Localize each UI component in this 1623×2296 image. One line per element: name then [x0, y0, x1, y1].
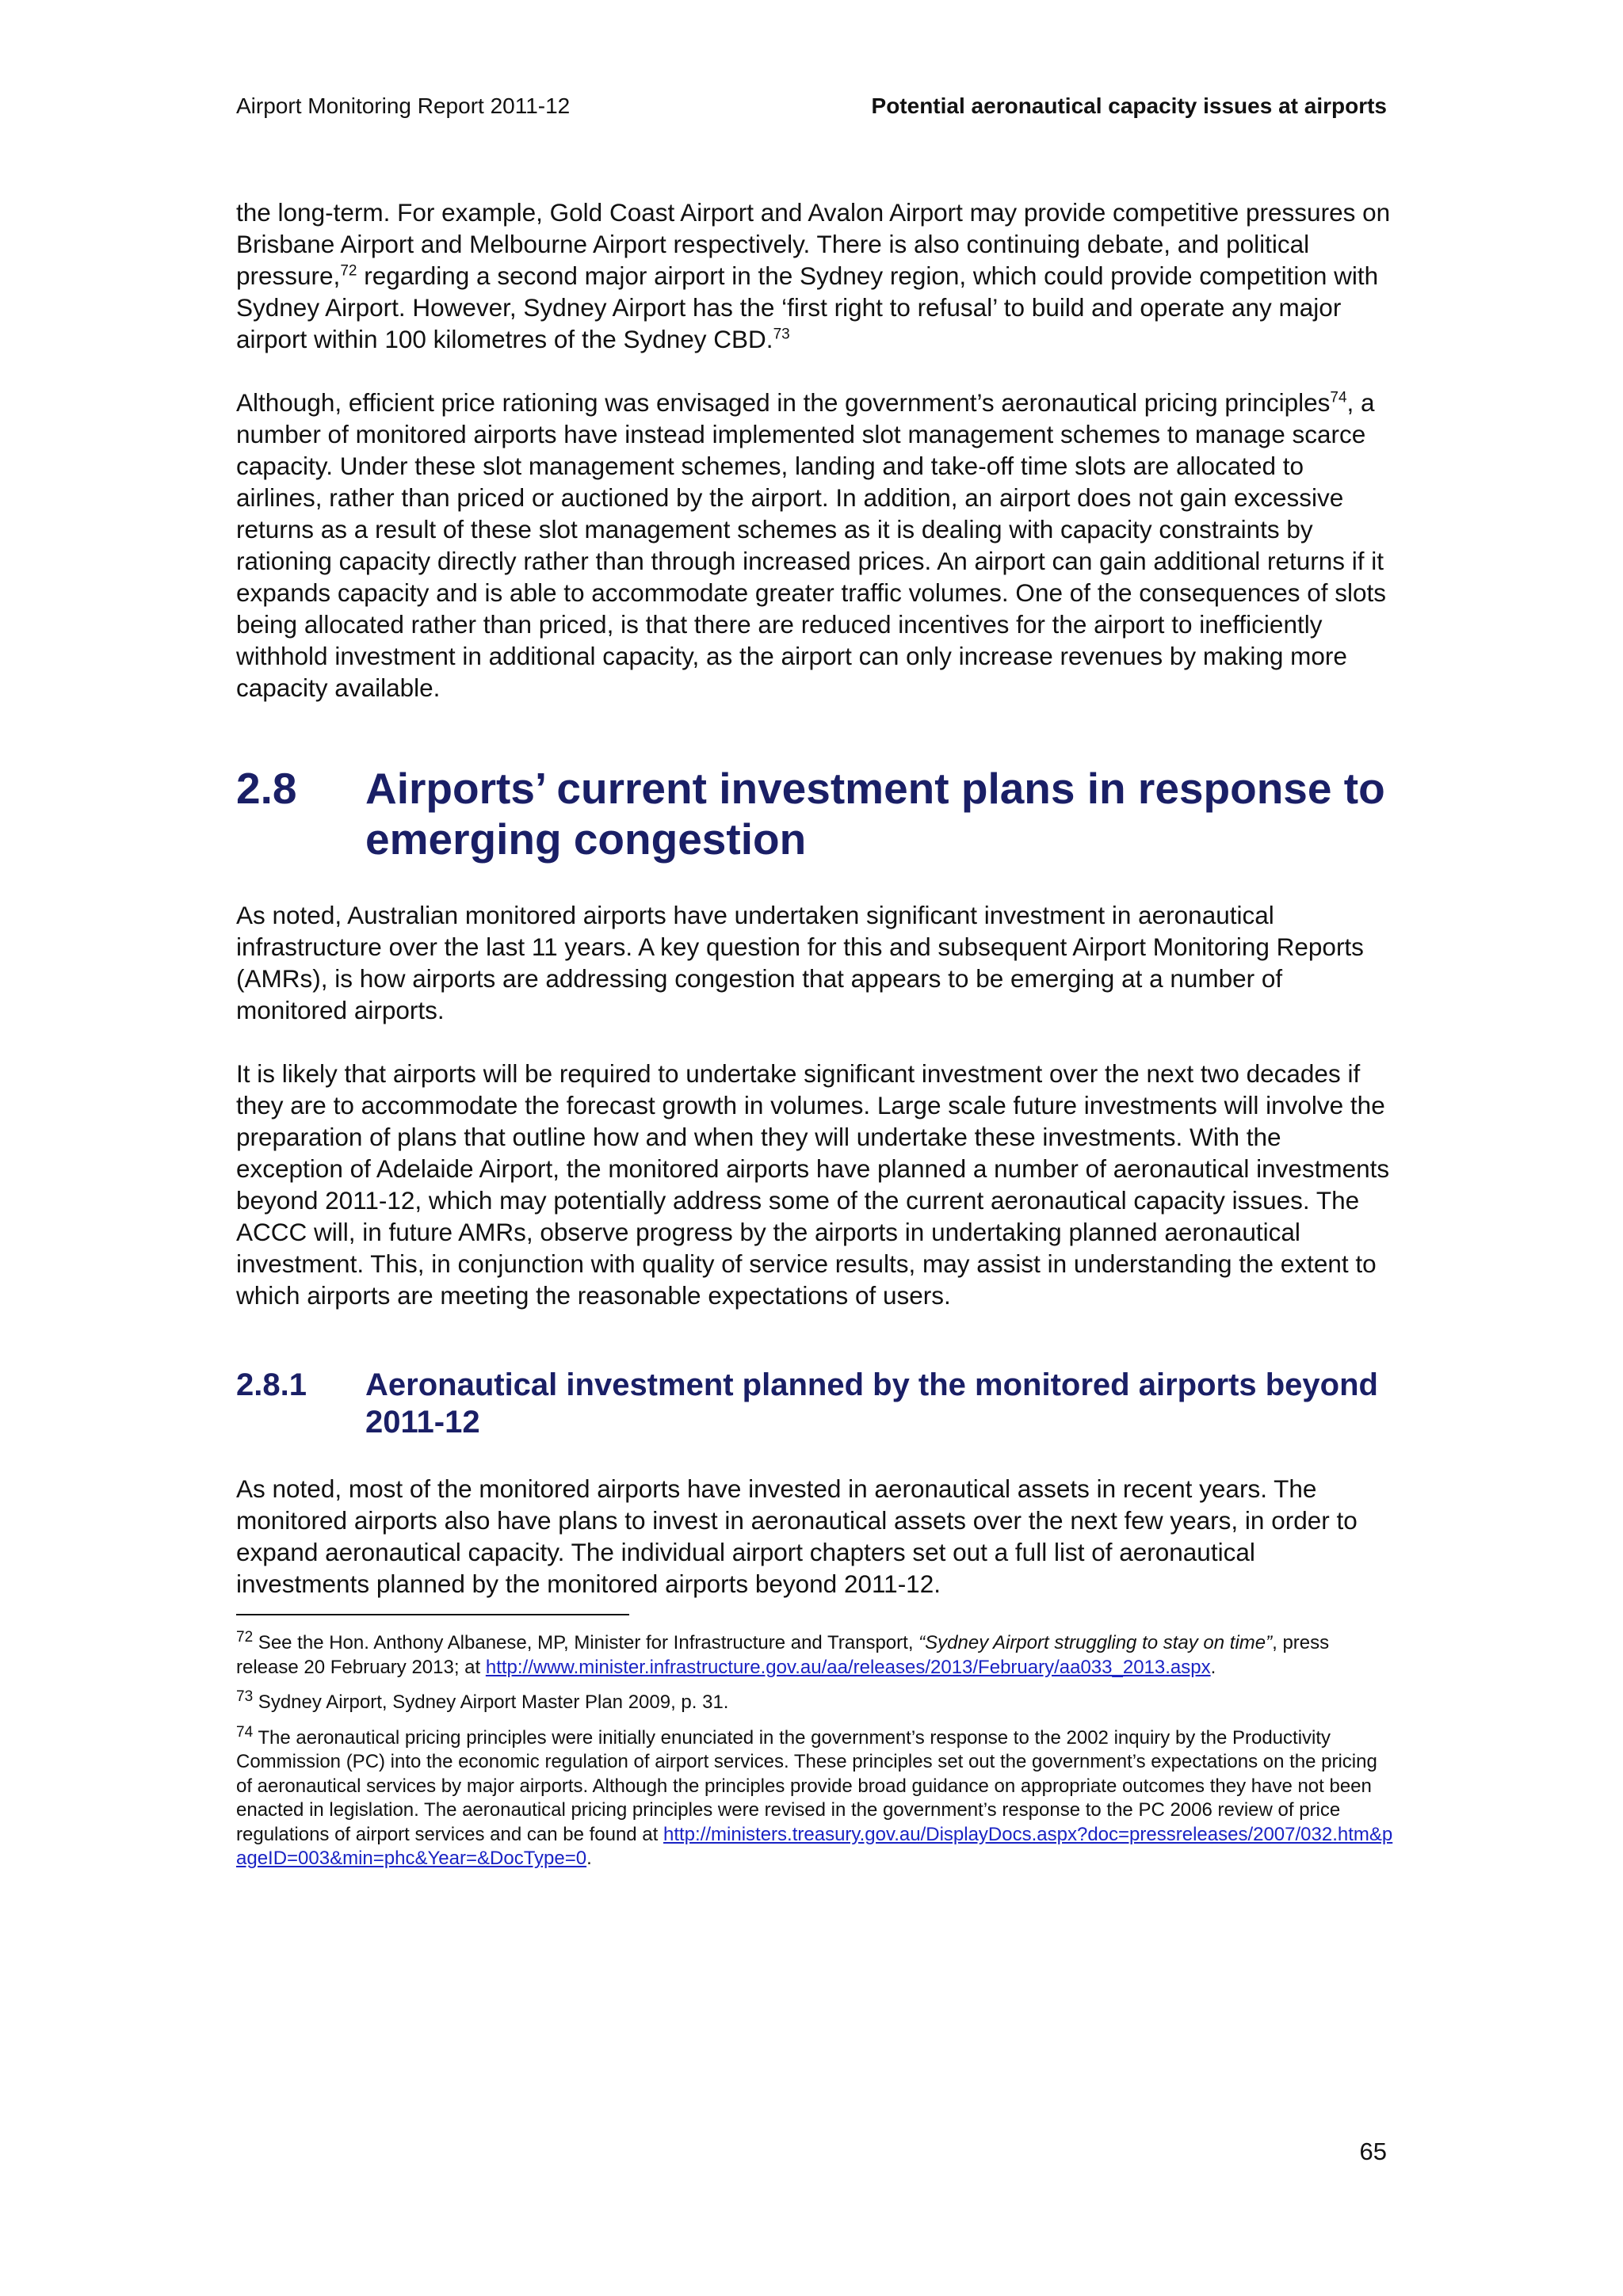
paragraph-slot-management: [236, 387, 1393, 704]
footnote-link-treasury[interactable]: http://ministers.treasury.gov.au/DisplayDocs.aspx?doc=pressreleases/2007/032.htm&pageID=003&min=phc&Year=&DocType=0: [236, 1823, 1393, 1869]
page-content: [236, 196, 1393, 1882]
paragraph-text: the long-term. For example, Gold Coast Airport and Avalon Airport may provide competitive pressures on Brisbane Airport and Melbourne Airport respectively. There is also continuing debate, and political pressure,: [236, 198, 1391, 290]
paragraph-text: regarding a second major airport in the Sydney region, which could provide competition with Sydney Airport. However, Sydney Airport has the ‘first right to refusal’ to build and operate any major airport within 100 kilometres of the Sydney CBD.: [236, 261, 1379, 353]
paragraph-long-term-competition: [236, 196, 1393, 355]
footnote-number: 74: [236, 1723, 254, 1741]
footnote-text: See the Hon. Anthony Albanese, MP, Minister for Infrastructure and Transport,: [253, 1632, 919, 1653]
subsection-heading: [236, 1367, 1393, 1441]
header-report-title: Airport Monitoring Report 2011-12: [236, 93, 571, 118]
section-number: 2.8: [236, 764, 297, 813]
footnote-number: 73: [236, 1688, 254, 1705]
footnote-divider: [236, 1614, 629, 1615]
footnote-text: , press release 20 February 2013; at: [236, 1632, 1330, 1678]
subsection-number: 2.8.1: [236, 1367, 307, 1402]
subsection-title: Aeronautical investment planned by the monitored airports beyond 2011-12: [365, 1367, 1378, 1440]
footnote-73: [236, 1688, 1393, 1715]
paragraph-text: Although, efficient price rationing was envisaged in the government’s aeronautical pricing principles: [236, 388, 1331, 417]
footnote-link-minister[interactable]: http://www.minister.infrastructure.gov.au/aa/releases/2013/February/aa033_2013.aspx: [485, 1656, 1211, 1678]
footnote-ref-74[interactable]: 74: [1330, 389, 1347, 406]
paragraph-planned-investment: As noted, most of the monitored airports have invested in aeronautical assets in recent years. The monitored airports also have plans to invest in aeronautical assets over the next few years, in order to expand aeronautical capacity. The individual airport chapters set out a full list of aeronautical investments planned by the monitored airports beyond 2011-12.: [236, 1474, 1358, 1598]
footnote-number: 72: [236, 1629, 254, 1646]
paragraph-investment-overview: As noted, Australian monitored airports have undertaken significant investment in aeronautical infrastructure over the last 11 years. A key question for this and subsequent Airport Monitoring Reports (AMRs), is how airports are addressing congestion that appears to be emerging at a number of monitored airports.: [236, 901, 1364, 1024]
footnote-74: [236, 1723, 1393, 1871]
footnote-italic-title: “Sydney Airport struggling to stay on time”: [918, 1632, 1273, 1653]
footnote-ref-73[interactable]: 73: [773, 326, 790, 343]
footnote-text: Sydney Airport, Sydney Airport Master Plan 2009, p. 31.: [253, 1691, 729, 1713]
page-number: 65: [1359, 2138, 1387, 2165]
paragraph-future-investment: It is likely that airports will be required to undertake significant investment over the next two decades if they are to accommodate the forecast growth in volumes. Large scale future investments will involve the preparation of plans that outline how and when they will undertake these investments. With the exception of Adelaide Airport, the monitored airports have planned a number of aeronautical investments beyond 2011-12, which may potentially address some of the current aeronautical capacity issues. The ACCC will, in future AMRs, observe progress by the airports in undertaking planned aeronautical investment. This, in conjunction with quality of service results, may assist in understanding the extent to which airports are meeting the reasonable expectations of users.: [236, 1059, 1390, 1310]
paragraph-text: , a number of monitored airports have instead implemented slot management schemes to manage scarce capacity. Under these slot management schemes, landing and take-off time slots are allocated to airlines, rather than priced or auctioned by the airport. In addition, an airport does not gain excessive returns as a result of these slot management schemes as it is dealing with capacity constraints by rationing capacity directly rather than through increased prices. An airport can gain additional returns if it expands capacity and is able to accommodate greater traffic volumes. One of the consequences of slots being allocated rather than priced, is that there are reduced incentives for the airport to inefficiently withhold investment in additional capacity, as the airport can only increase revenues by making more capacity available.: [236, 388, 1386, 702]
header-chapter-title: Potential aeronautical capacity issues at airports: [871, 93, 1387, 118]
section-heading: [236, 763, 1393, 864]
footnote-text: .: [586, 1848, 592, 1869]
section-title: Airports’ current investment plans in response to emerging congestion: [365, 764, 1385, 864]
footnote-ref-72[interactable]: 72: [340, 262, 357, 280]
footnote-text: .: [1210, 1656, 1216, 1678]
running-header: [236, 93, 1387, 125]
footnote-text: The aeronautical pricing principles were initially enunciated in the government’s response to the 2002 inquiry by the Productivity Commission (PC) into the economic regulation of airport services. These principles set out the government’s expectations on the pricing of aeronautical services by major airports. Although the principles provide broad guidance on appropriate outcomes they have not been enacted in legislation. The aeronautical pricing principles were revised in the government’s response to the PC 2006 review of price regulations of airport services and can be found at: [236, 1726, 1377, 1845]
footnote-72: [236, 1631, 1393, 1680]
